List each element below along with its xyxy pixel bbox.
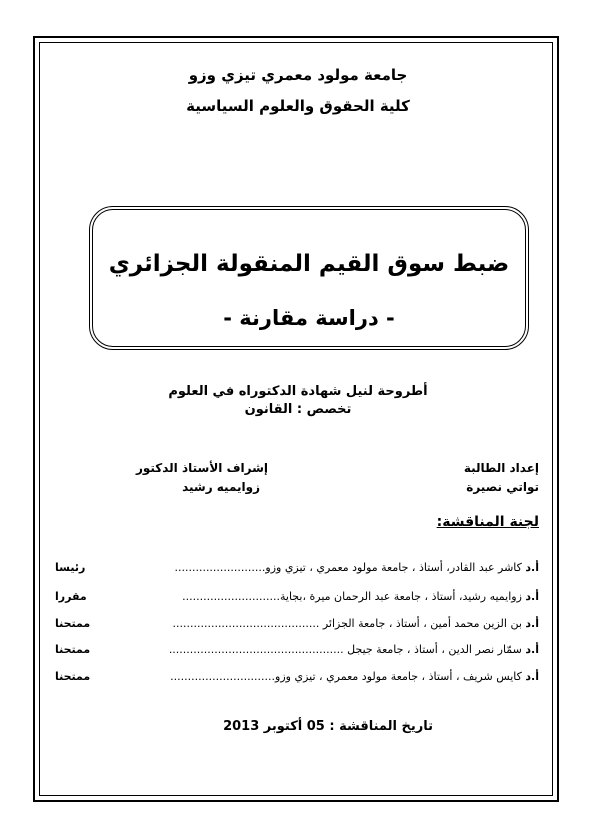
member-role: ممتحنا bbox=[55, 643, 91, 656]
supervisor-label: إشراف الأستاذ الدكتور bbox=[135, 461, 268, 475]
member-description bbox=[174, 561, 539, 574]
university-name: جامعة مولود معمري تيزي وزو bbox=[188, 66, 408, 84]
member-prefix: أ.د bbox=[525, 590, 539, 603]
committee-title: لجنة المناقشة: bbox=[436, 514, 539, 530]
member-prefix: أ.د bbox=[525, 643, 539, 656]
member-description bbox=[182, 590, 539, 603]
member-text: كايس شريف ، أستاذ ، جامعة مولود معمري ، تيزي وزو.............................. bbox=[170, 670, 526, 683]
member-description bbox=[170, 670, 539, 683]
member-description bbox=[169, 643, 539, 656]
student-name: تواتي نصيرة bbox=[466, 480, 539, 494]
committee-member bbox=[55, 590, 539, 603]
thesis-title: ضبط سوق القيم المنقولة الجزائري bbox=[108, 251, 510, 277]
thesis-subtitle: - دراسة مقارنة - bbox=[223, 306, 395, 330]
prepared-by-label: إعداد الطالبة bbox=[463, 461, 539, 475]
member-prefix: أ.د bbox=[525, 561, 539, 574]
member-role: ممتحنا bbox=[55, 670, 91, 683]
thesis-degree-line: أطروحة لنيل شهادة الدكتوراه في العلوم bbox=[168, 384, 428, 399]
committee-member bbox=[55, 617, 539, 630]
member-text: زوايميه رشيد، أستاذ ، جامعة عبد الرحمان ميرة ،بجاية............................ bbox=[182, 590, 526, 603]
faculty-name: كلية الحقوق والعلوم السياسية bbox=[186, 97, 410, 115]
member-role: رئيسا bbox=[55, 561, 86, 574]
committee-member bbox=[55, 670, 539, 683]
defense-date: تاريخ المناقشة : 05 أكتوبر 2013 bbox=[223, 719, 433, 734]
member-role: ممتحنا bbox=[55, 617, 91, 630]
member-role: مقررا bbox=[55, 590, 87, 603]
specialty-line: تخصص : القانون bbox=[244, 402, 352, 417]
committee-member bbox=[55, 561, 539, 574]
member-text: كاشر عبد القادر، أستاذ ، جامعة مولود معمري ، تيزي وزو.......................... bbox=[174, 561, 526, 574]
member-prefix: أ.د bbox=[525, 617, 539, 630]
member-prefix: أ.د bbox=[525, 670, 539, 683]
member-text: بن الزين محمد أمين ، أستاذ ، جامعة الجزائر .......................................... bbox=[172, 617, 526, 630]
member-description bbox=[172, 617, 539, 630]
member-text: سمّار نصر الدين ، أستاذ ، جامعة جيجل .................................................. bbox=[168, 643, 526, 656]
committee-member bbox=[55, 643, 539, 656]
supervisor-name: زوايميه رشيد bbox=[182, 480, 260, 494]
